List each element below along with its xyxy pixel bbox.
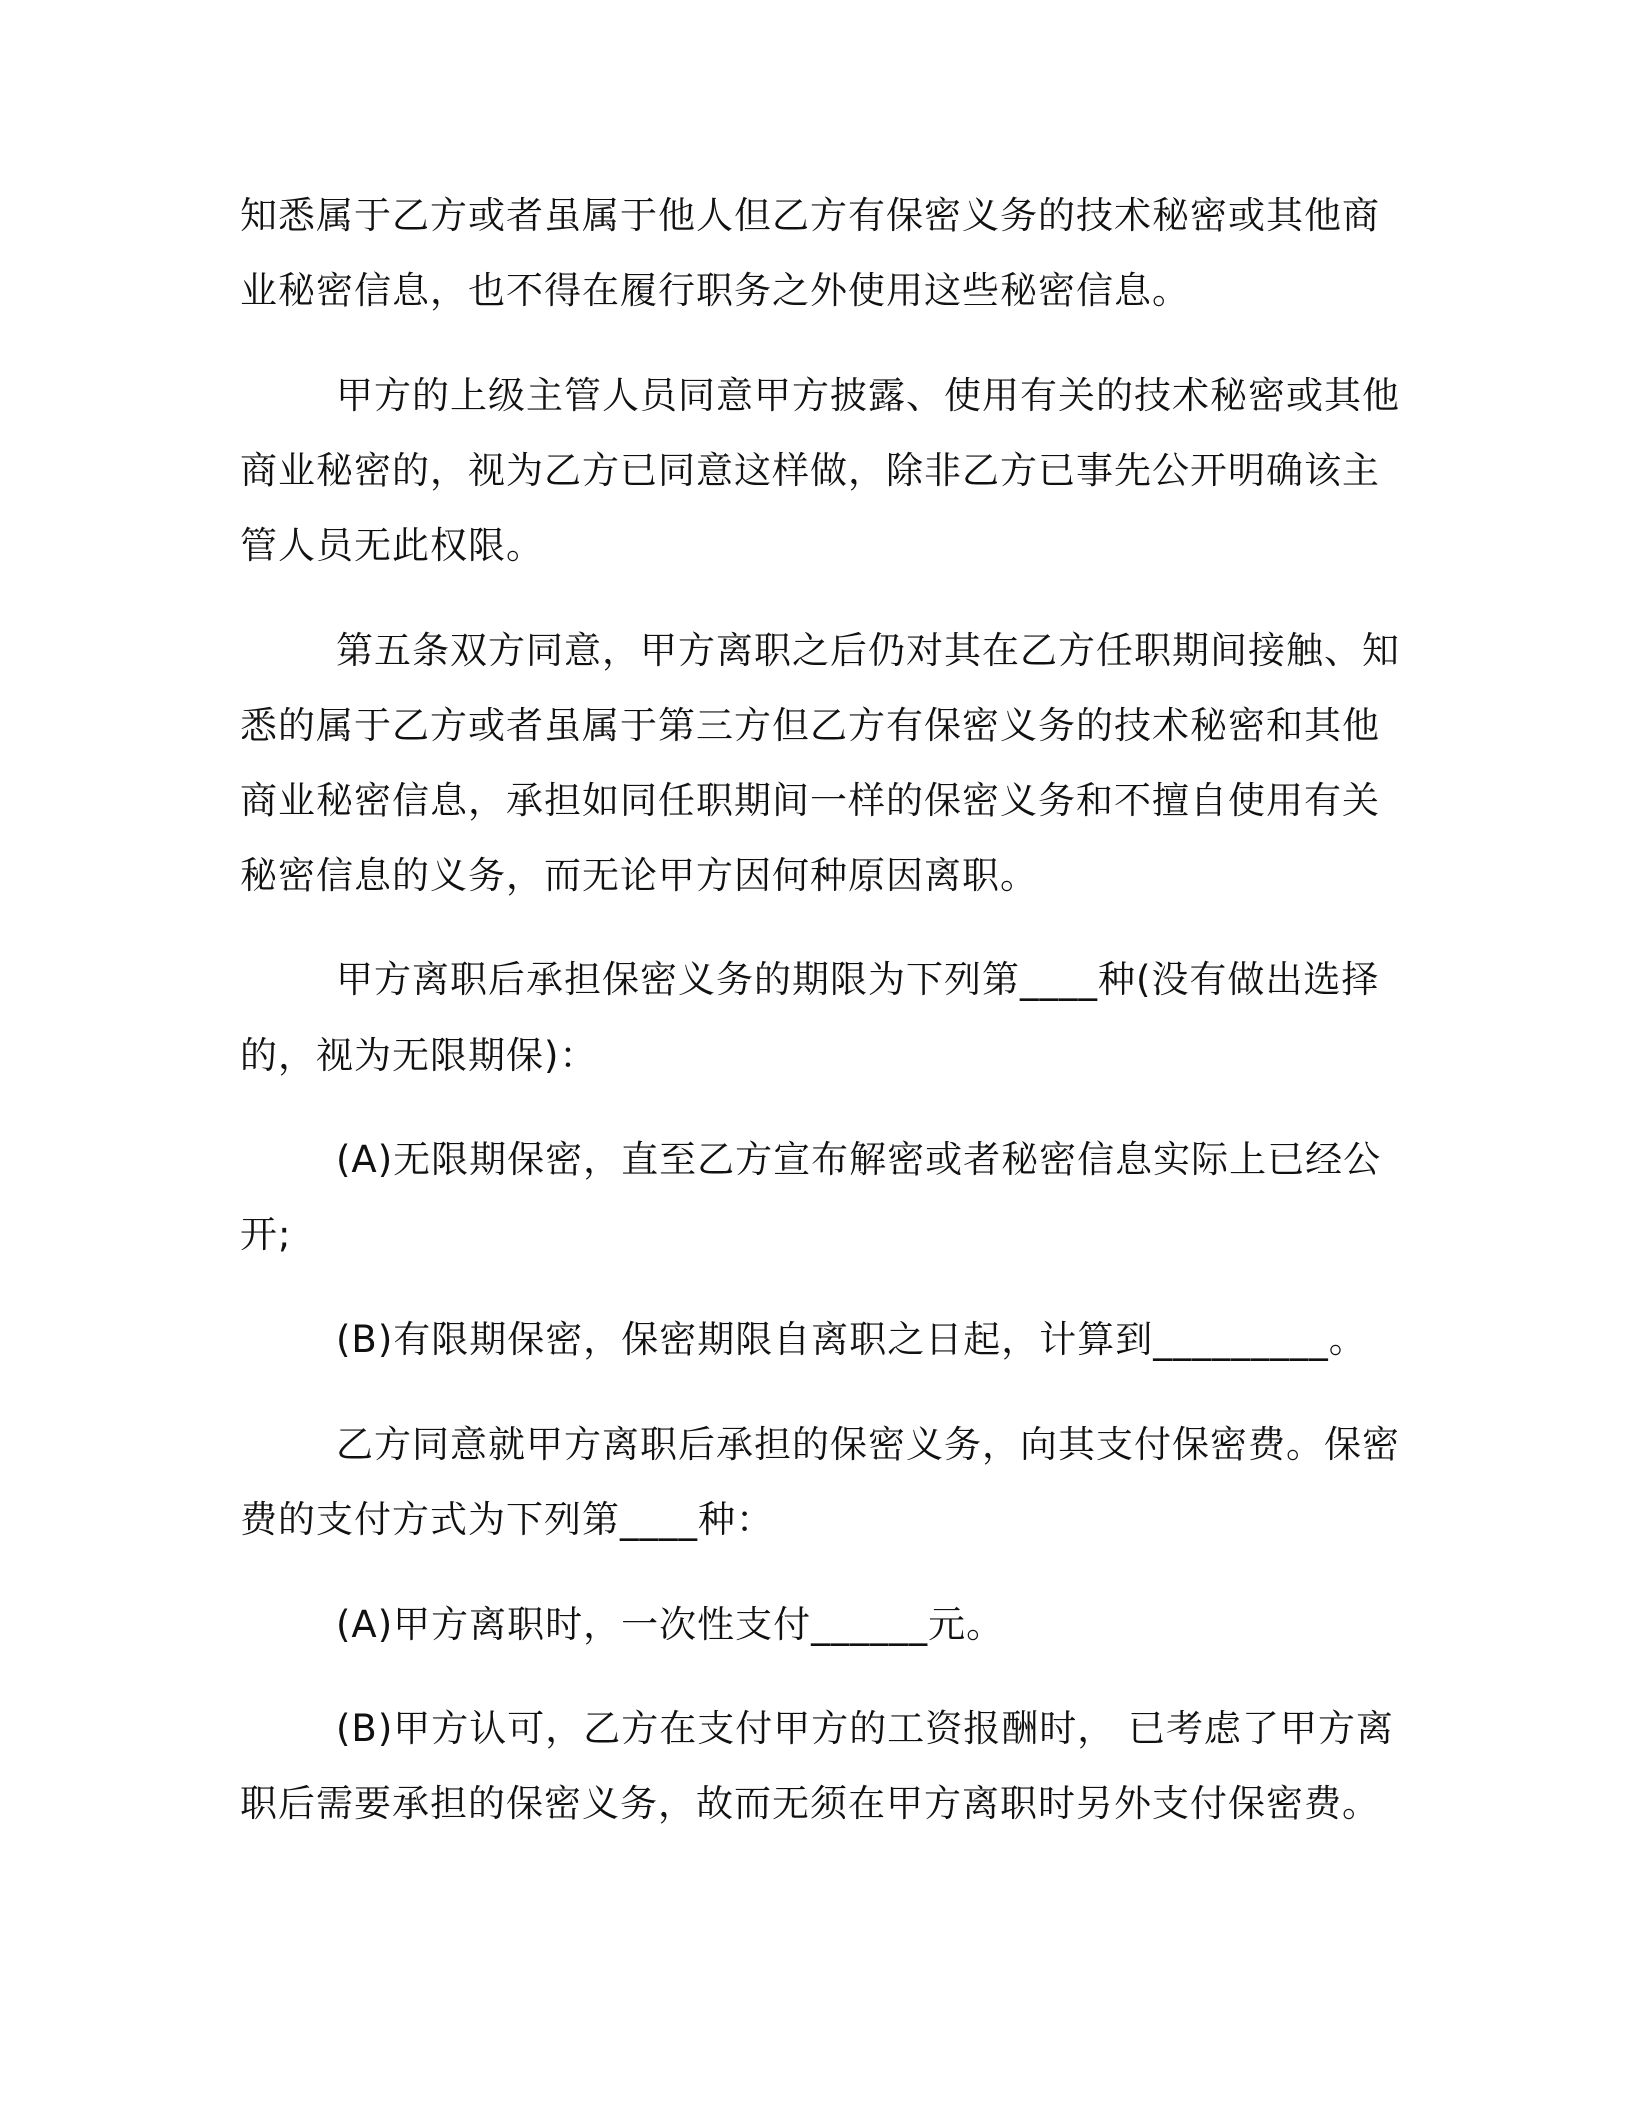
text-line: 职后需要承担的保密义务，故而无须在甲方离职时另外支付保密费。 — [240, 1782, 1380, 1825]
text-line: 商业秘密的，视为乙方已同意这样做，除非乙方已事先公开明确该主 — [240, 449, 1380, 492]
text-line: (A)无限期保密，直至乙方宣布解密或者秘密信息实际上已经公 — [336, 1138, 1382, 1181]
text-line: 知悉属于乙方或者虽属于他人但乙方有保密义务的技术秘密或其他商 — [240, 194, 1380, 237]
text-line: 业秘密信息，也不得在履行职务之外使用这些秘密信息。 — [240, 269, 1190, 312]
text-line: (B)有限期保密，保密期限自离职之日起，计算到_________。 — [336, 1318, 1367, 1361]
text-line: 费的支付方式为下列第____种： — [240, 1498, 774, 1541]
text-line: (A)甲方离职时，一次性支付______元。 — [336, 1603, 1005, 1646]
text-line: 乙方同意就甲方离职后承担的保密义务，向其支付保密费。保密 — [336, 1423, 1400, 1466]
text-line: 甲方离职后承担保密义务的期限为下列第____种(没有做出选择 — [336, 958, 1380, 1001]
text-line: 商业秘密信息，承担如同任职期间一样的保密义务和不擅自使用有关 — [240, 779, 1380, 822]
text-line: 甲方的上级主管人员同意甲方披露、使用有关的技术秘密或其他 — [336, 374, 1400, 417]
text-line: (B)甲方认可，乙方在支付甲方的工资报酬时， 已考虑了甲方离 — [336, 1707, 1395, 1750]
text-line: 秘密信息的义务，而无论甲方因何种原因离职。 — [240, 854, 1038, 897]
text-line: 开; — [240, 1213, 292, 1256]
text-line: 管人员无此权限。 — [240, 524, 544, 567]
text-line: 第五条双方同意，甲方离职之后仍对其在乙方任职期间接触、知 — [336, 629, 1400, 672]
text-line: 的，视为无限期保)： — [240, 1034, 598, 1077]
text-line: 悉的属于乙方或者虽属于第三方但乙方有保密义务的技术秘密和其他 — [240, 704, 1380, 747]
